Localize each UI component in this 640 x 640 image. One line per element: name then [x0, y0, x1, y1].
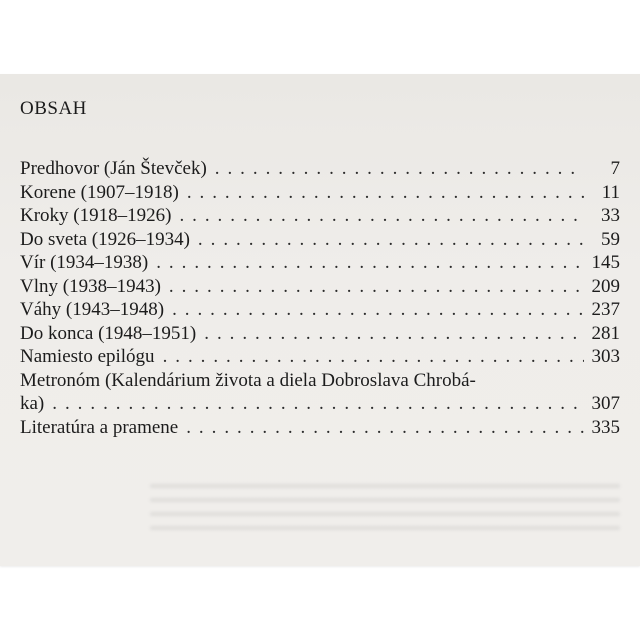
leader-dots: [187, 181, 584, 205]
toc-entry: [20, 322, 620, 346]
toc-entry: [20, 228, 620, 252]
toc-entry-line2: [20, 392, 620, 416]
toc-entry-page: 209: [591, 275, 620, 297]
toc-entry-label: Namiesto epilógu: [20, 346, 155, 367]
toc-entry: [20, 204, 620, 228]
toc-entry-label: Vír (1934–1938): [20, 252, 149, 273]
toc-entry-multiline: [20, 369, 620, 416]
toc-entry-label: Do sveta (1926–1934): [20, 228, 190, 250]
toc-entry-label: Vlny (1938–1943): [20, 275, 161, 297]
toc-entry-page: 237: [591, 299, 620, 320]
toc-entry-page: 303: [591, 346, 620, 367]
toc-entry-page: 335: [591, 416, 620, 438]
toc-entry-label: Do konca (1948–1951): [20, 322, 197, 344]
leader-dots: [156, 251, 584, 275]
toc-entry-label-line1: Metronóm (Kalendárium života a diela Dobroslava Chrobá-: [20, 369, 476, 391]
toc-entry: [20, 181, 620, 205]
leader-dots: [204, 322, 584, 346]
page-title: OBSAH: [20, 98, 87, 119]
toc-entry-page: 145: [591, 252, 620, 273]
toc-entry-label-line2: ka): [20, 393, 45, 414]
toc-entry: [20, 251, 620, 275]
toc-entry-page: 281: [591, 322, 620, 344]
toc-entry-label: Literatúra a pramene: [20, 416, 179, 438]
leader-dots: [52, 392, 584, 416]
leader-dots: [186, 416, 584, 440]
leader-dots: [198, 228, 584, 252]
leader-dots: [169, 275, 584, 299]
toc-entry: [20, 416, 620, 440]
toc-entry-label: Predhovor (Ján Števček): [20, 158, 207, 179]
toc-entry-page: 59: [601, 228, 620, 250]
toc-entry-page: 11: [601, 181, 620, 203]
show-through-lines: [150, 474, 620, 554]
toc-entry-label: Kroky (1918–1926): [20, 205, 172, 226]
toc-entry-page: 33: [601, 205, 620, 226]
leader-dots: [163, 345, 584, 369]
toc-entry-page: 7: [610, 158, 620, 179]
toc-list: [20, 157, 620, 439]
leader-dots: [215, 157, 584, 181]
table-of-contents: [20, 98, 620, 439]
toc-entry: [20, 298, 620, 322]
leader-dots: [172, 298, 584, 322]
toc-entry: [20, 345, 620, 369]
toc-entry-label: Váhy (1943–1948): [20, 299, 165, 320]
toc-entry-page: 307: [591, 393, 620, 414]
leader-dots: [179, 204, 584, 228]
toc-entry-label: Korene (1907–1918): [20, 181, 179, 203]
toc-entry: [20, 157, 620, 181]
toc-entry: [20, 275, 620, 299]
